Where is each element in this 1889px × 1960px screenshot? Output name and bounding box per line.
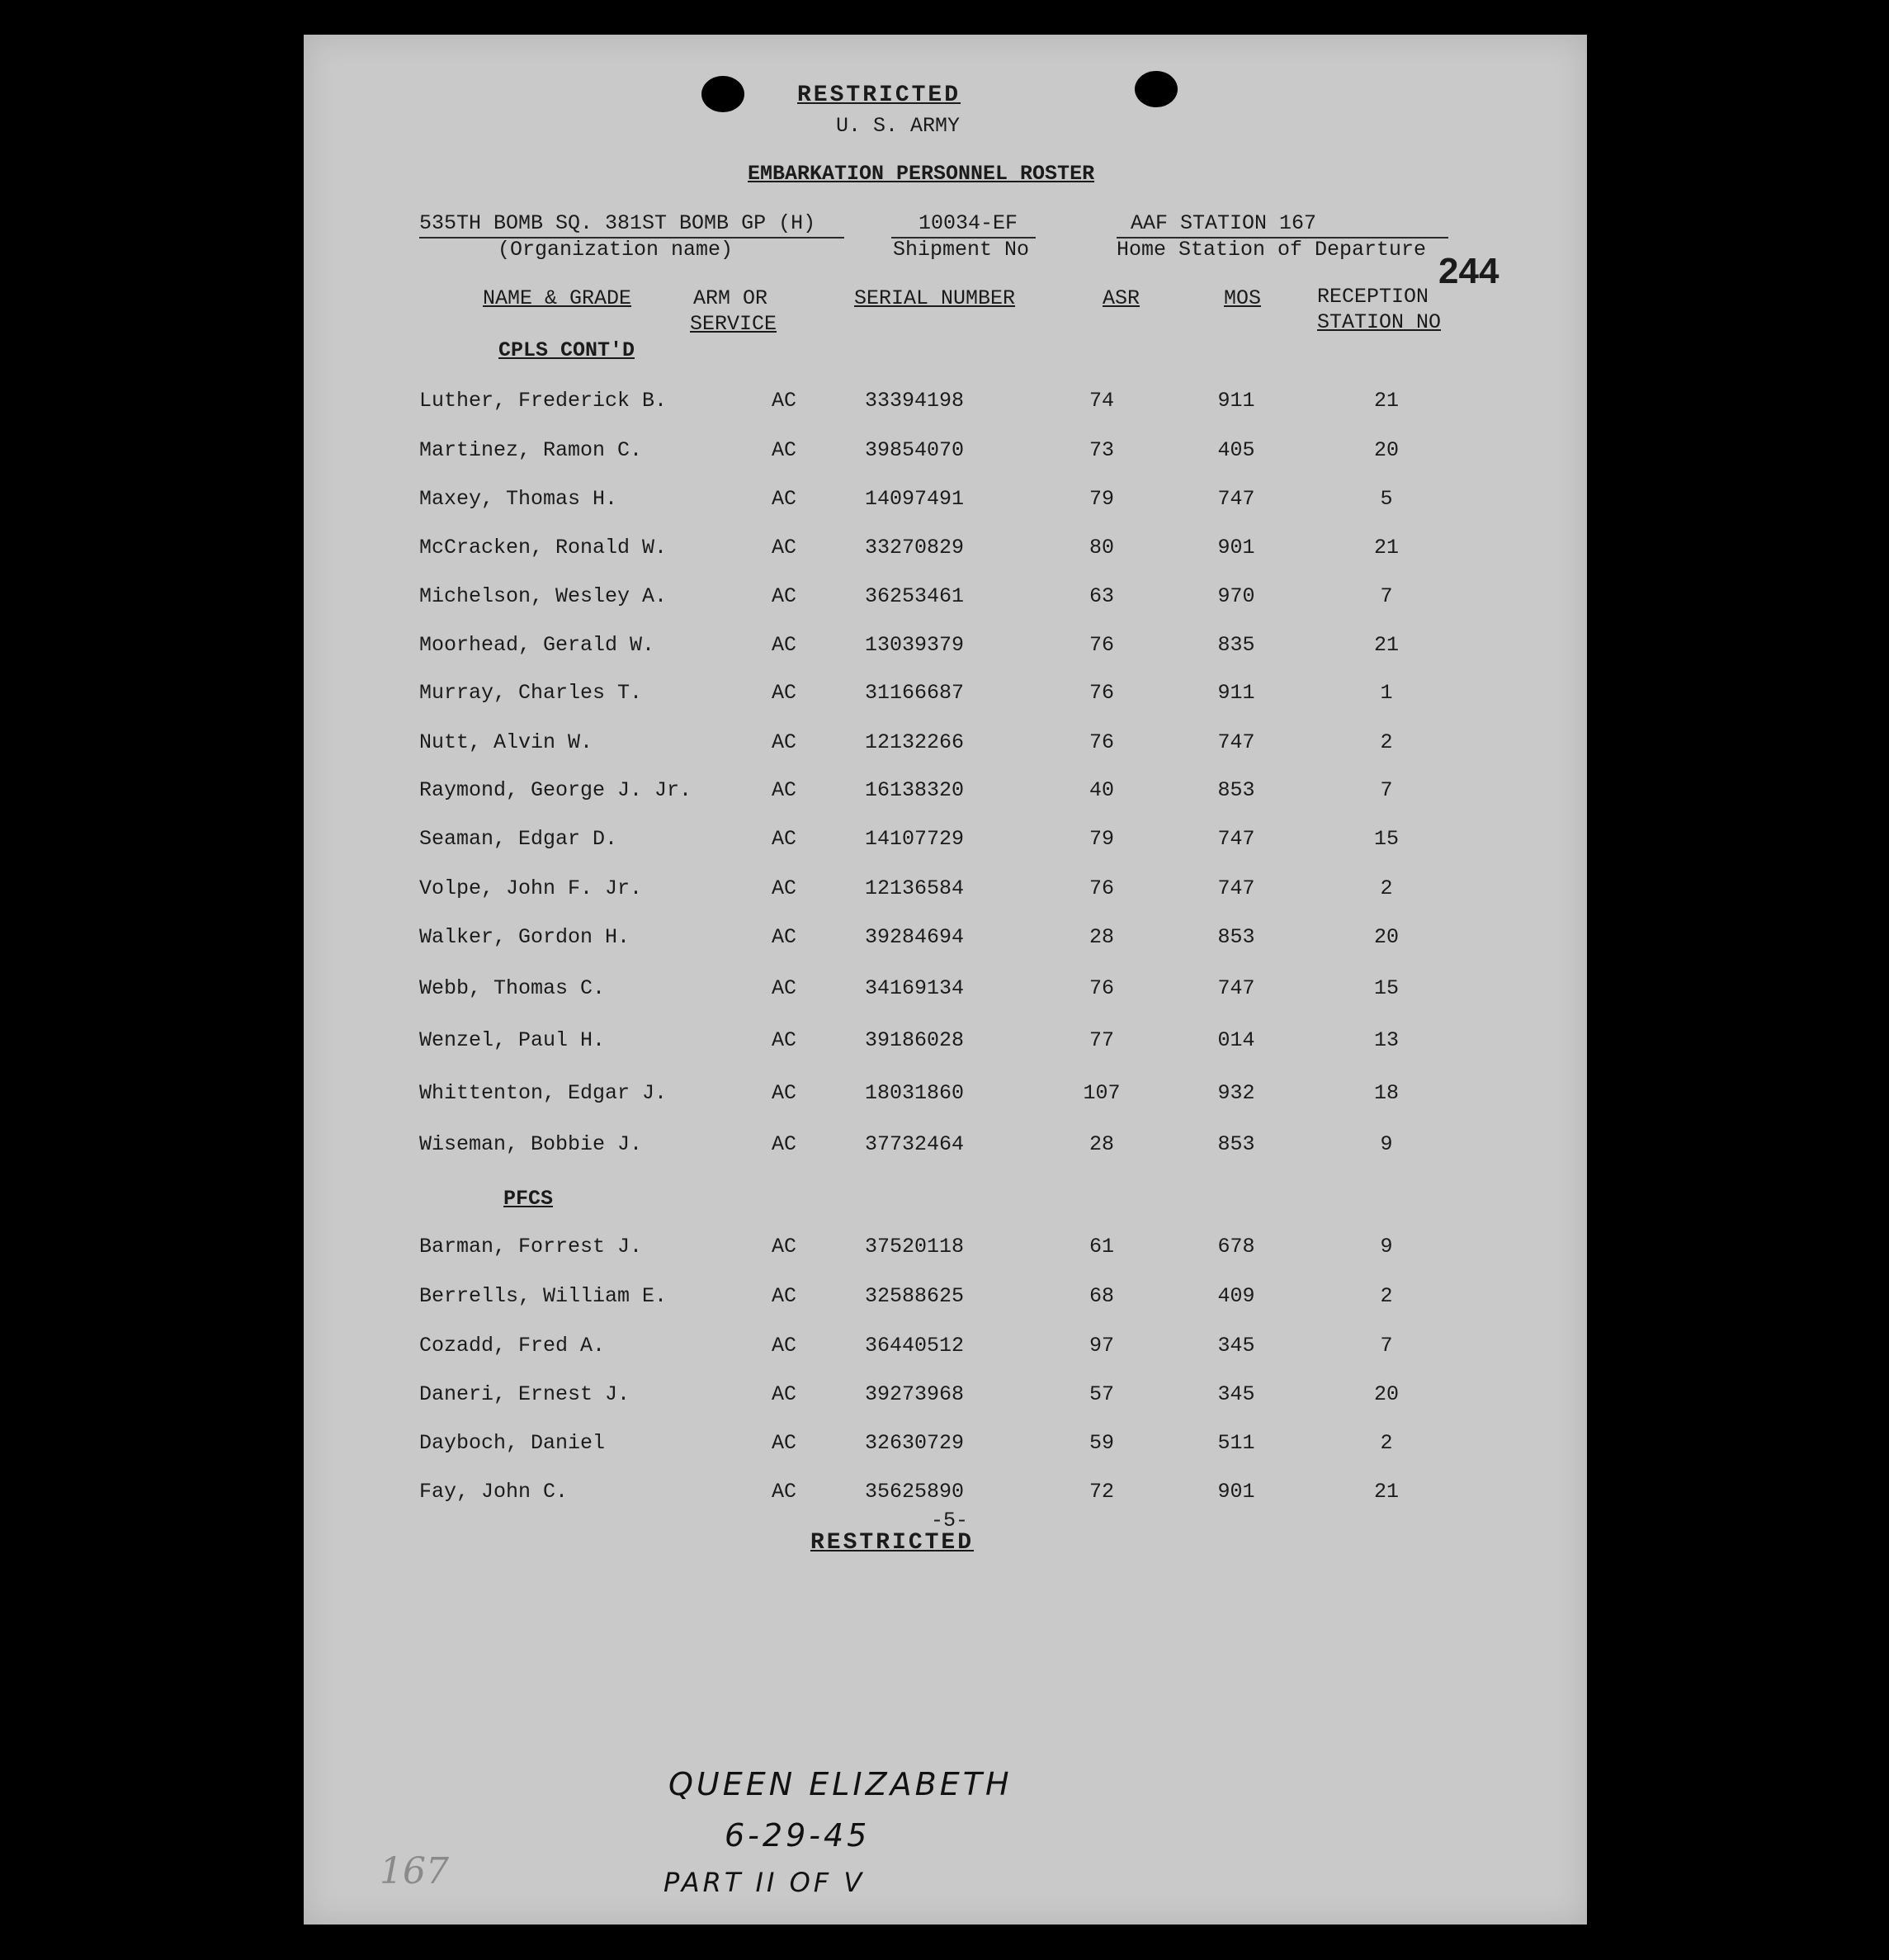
row-arm: AC: [771, 1081, 796, 1105]
col-service: SERVICE: [690, 312, 777, 336]
row-mos: 405: [1217, 438, 1255, 462]
row-mos: 911: [1217, 681, 1255, 705]
row-serial: 18031860: [865, 1081, 965, 1105]
row-name: Volpe, John F. Jr.: [419, 876, 643, 900]
row-reception: 18: [1373, 1081, 1399, 1105]
roster-row: [304, 1284, 1587, 1317]
roster-row: [304, 976, 1587, 1009]
row-serial: 14097491: [865, 487, 965, 511]
us-army: U. S. ARMY: [836, 114, 961, 138]
row-arm: AC: [771, 876, 796, 900]
row-name: Luther, Frederick B.: [419, 389, 668, 413]
row-arm: AC: [771, 1235, 796, 1259]
row-serial: 13039379: [865, 633, 965, 657]
row-asr: 28: [1089, 1132, 1114, 1156]
row-mos: 747: [1217, 730, 1255, 754]
row-asr: 57: [1089, 1382, 1114, 1406]
row-asr: 77: [1089, 1028, 1114, 1052]
row-reception: 15: [1373, 976, 1399, 1000]
roster-row: [304, 1480, 1587, 1513]
row-reception: 9: [1380, 1235, 1393, 1259]
roster-row: [304, 584, 1587, 617]
row-name: Moorhead, Gerald W.: [419, 633, 655, 657]
row-mos: 911: [1217, 389, 1255, 413]
roster-page: [304, 35, 1587, 1925]
row-asr: 76: [1089, 730, 1114, 754]
row-reception: 2: [1380, 1284, 1393, 1308]
row-arm: AC: [771, 827, 796, 851]
row-serial: 14107729: [865, 827, 965, 851]
roster-row: [304, 1028, 1587, 1061]
row-arm: AC: [771, 536, 796, 560]
roster-row: [304, 925, 1587, 958]
row-asr: 79: [1089, 827, 1114, 851]
row-mos: 853: [1217, 925, 1255, 949]
row-name: Whittenton, Edgar J.: [419, 1081, 668, 1105]
col-station-no: STATION NO: [1317, 310, 1442, 334]
roster-row: [304, 778, 1587, 811]
roster-row: [304, 1132, 1587, 1165]
restricted-top: RESTRICTED: [797, 83, 961, 108]
row-arm: AC: [771, 389, 796, 413]
row-reception: 15: [1373, 827, 1399, 851]
row-reception: 2: [1380, 1431, 1393, 1455]
row-mos: 747: [1217, 876, 1255, 900]
row-name: Martinez, Ramon C.: [419, 438, 643, 462]
col-arm-or: ARM OR: [693, 286, 768, 310]
row-serial: 39273968: [865, 1382, 965, 1406]
shipment-number: 10034-EF: [919, 211, 1018, 235]
row-asr: 79: [1089, 487, 1114, 511]
row-asr: 61: [1089, 1235, 1114, 1259]
roster-row: [304, 730, 1587, 763]
row-arm: AC: [771, 438, 796, 462]
punch-hole-left: [701, 76, 744, 112]
roster-row: [304, 1235, 1587, 1268]
row-asr: 74: [1089, 389, 1114, 413]
roster-row: [304, 1382, 1587, 1415]
roster-title: EMBARKATION PERSONNEL ROSTER: [748, 162, 1095, 186]
row-arm: AC: [771, 633, 796, 657]
row-name: Daneri, Ernest J.: [419, 1382, 630, 1406]
row-asr: 28: [1089, 925, 1114, 949]
roster-row: [304, 1081, 1587, 1114]
row-serial: 16138320: [865, 778, 965, 802]
row-reception: 13: [1373, 1028, 1399, 1052]
row-reception: 7: [1380, 1334, 1393, 1358]
row-serial: 31166687: [865, 681, 965, 705]
row-asr: 76: [1089, 681, 1114, 705]
shipment-caption: Shipment No: [893, 238, 1030, 262]
row-reception: 2: [1380, 730, 1393, 754]
roster-row: [304, 827, 1587, 860]
row-mos: 014: [1217, 1028, 1255, 1052]
row-mos: 511: [1217, 1431, 1255, 1455]
row-serial: 36253461: [865, 584, 965, 608]
row-name: Walker, Gordon H.: [419, 925, 630, 949]
section-label-cpls: CPLS CONT'D: [498, 338, 635, 362]
row-asr: 97: [1089, 1334, 1114, 1358]
row-name: McCracken, Ronald W.: [419, 536, 668, 560]
row-reception: 20: [1373, 438, 1399, 462]
roster-row: [304, 389, 1587, 422]
row-name: Webb, Thomas C.: [419, 976, 606, 1000]
row-name: Cozadd, Fred A.: [419, 1334, 606, 1358]
row-name: Wiseman, Bobbie J.: [419, 1132, 643, 1156]
organization-name: 535TH BOMB SQ. 381ST BOMB GP (H): [419, 211, 816, 235]
row-arm: AC: [771, 1132, 796, 1156]
row-serial: 39186028: [865, 1028, 965, 1052]
row-reception: 1: [1380, 681, 1393, 705]
row-arm: AC: [771, 730, 796, 754]
roster-row: [304, 1431, 1587, 1464]
row-serial: 37520118: [865, 1235, 965, 1259]
row-reception: 5: [1380, 487, 1393, 511]
row-reception: 21: [1373, 536, 1399, 560]
organization-caption: (Organization name): [498, 238, 734, 262]
handwritten-part: PART II OF V: [664, 1867, 866, 1898]
row-mos: 853: [1217, 1132, 1255, 1156]
row-mos: 747: [1217, 976, 1255, 1000]
row-reception: 20: [1373, 925, 1399, 949]
row-mos: 835: [1217, 633, 1255, 657]
col-reception: RECEPTION: [1317, 285, 1429, 309]
row-serial: 12132266: [865, 730, 965, 754]
roster-row: [304, 438, 1587, 471]
row-asr: 73: [1089, 438, 1114, 462]
row-reception: 21: [1373, 389, 1399, 413]
row-mos: 678: [1217, 1235, 1255, 1259]
row-arm: AC: [771, 1284, 796, 1308]
row-name: Berrells, William E.: [419, 1284, 668, 1308]
roster-row: [304, 876, 1587, 909]
roster-row: [304, 536, 1587, 569]
row-reception: 7: [1380, 778, 1393, 802]
row-reception: 9: [1380, 1132, 1393, 1156]
row-name: Wenzel, Paul H.: [419, 1028, 606, 1052]
row-serial: 34169134: [865, 976, 965, 1000]
row-reception: 21: [1373, 1480, 1399, 1504]
row-mos: 970: [1217, 584, 1255, 608]
row-mos: 409: [1217, 1284, 1255, 1308]
row-asr: 68: [1089, 1284, 1114, 1308]
row-arm: AC: [771, 681, 796, 705]
row-asr: 72: [1089, 1480, 1114, 1504]
row-reception: 7: [1380, 584, 1393, 608]
row-arm: AC: [771, 1431, 796, 1455]
row-arm: AC: [771, 1028, 796, 1052]
row-name: Nutt, Alvin W.: [419, 730, 593, 754]
row-asr: 107: [1083, 1081, 1121, 1105]
row-mos: 901: [1217, 1480, 1255, 1504]
roster-row: [304, 487, 1587, 520]
row-mos: 853: [1217, 778, 1255, 802]
handwritten-date: 6-29-45: [725, 1817, 871, 1854]
stamp-number: 244: [1438, 251, 1499, 291]
row-name: Maxey, Thomas H.: [419, 487, 618, 511]
row-asr: 80: [1089, 536, 1114, 560]
row-arm: AC: [771, 976, 796, 1000]
row-mos: 345: [1217, 1334, 1255, 1358]
punch-hole-right: [1135, 71, 1178, 107]
row-serial: 32588625: [865, 1284, 965, 1308]
row-serial: 35625890: [865, 1480, 965, 1504]
row-name: Murray, Charles T.: [419, 681, 643, 705]
row-reception: 2: [1380, 876, 1393, 900]
row-reception: 21: [1373, 633, 1399, 657]
row-asr: 76: [1089, 633, 1114, 657]
restricted-bottom: RESTRICTED: [810, 1530, 975, 1556]
col-name-grade: NAME & GRADE: [483, 286, 632, 310]
row-reception: 20: [1373, 1382, 1399, 1406]
row-arm: AC: [771, 487, 796, 511]
row-name: Dayboch, Daniel: [419, 1431, 606, 1455]
row-mos: 932: [1217, 1081, 1255, 1105]
row-asr: 59: [1089, 1431, 1114, 1455]
col-asr: ASR: [1103, 286, 1140, 310]
handwritten-ship-name: QUEEN ELIZABETH: [668, 1766, 1013, 1802]
row-arm: AC: [771, 1334, 796, 1358]
roster-row: [304, 681, 1587, 714]
row-mos: 747: [1217, 827, 1255, 851]
row-name: Seaman, Edgar D.: [419, 827, 618, 851]
row-arm: AC: [771, 925, 796, 949]
row-asr: 76: [1089, 976, 1114, 1000]
row-serial: 39284694: [865, 925, 965, 949]
row-name: Michelson, Wesley A.: [419, 584, 668, 608]
row-serial: 32630729: [865, 1431, 965, 1455]
col-mos: MOS: [1224, 286, 1262, 310]
pencil-number: 167: [380, 1850, 449, 1892]
section-label-pfcs: PFCS: [503, 1187, 554, 1211]
row-arm: AC: [771, 778, 796, 802]
row-serial: 37732464: [865, 1132, 965, 1156]
row-asr: 63: [1089, 584, 1114, 608]
row-mos: 345: [1217, 1382, 1255, 1406]
row-serial: 33270829: [865, 536, 965, 560]
station-caption: Home Station of Departure: [1117, 238, 1427, 262]
roster-row: [304, 633, 1587, 666]
home-station: AAF STATION 167: [1131, 211, 1317, 235]
row-serial: 12136584: [865, 876, 965, 900]
row-arm: AC: [771, 1382, 796, 1406]
roster-row: [304, 1334, 1587, 1367]
row-name: Barman, Forrest J.: [419, 1235, 643, 1259]
row-asr: 40: [1089, 778, 1114, 802]
row-name: Raymond, George J. Jr.: [419, 778, 692, 802]
row-serial: 33394198: [865, 389, 965, 413]
row-mos: 747: [1217, 487, 1255, 511]
row-mos: 901: [1217, 536, 1255, 560]
row-asr: 76: [1089, 876, 1114, 900]
col-serial-number: SERIAL NUMBER: [854, 286, 1016, 310]
row-serial: 36440512: [865, 1334, 965, 1358]
page-number: -5-: [931, 1509, 969, 1533]
row-arm: AC: [771, 1480, 796, 1504]
row-serial: 39854070: [865, 438, 965, 462]
row-name: Fay, John C.: [419, 1480, 569, 1504]
row-arm: AC: [771, 584, 796, 608]
